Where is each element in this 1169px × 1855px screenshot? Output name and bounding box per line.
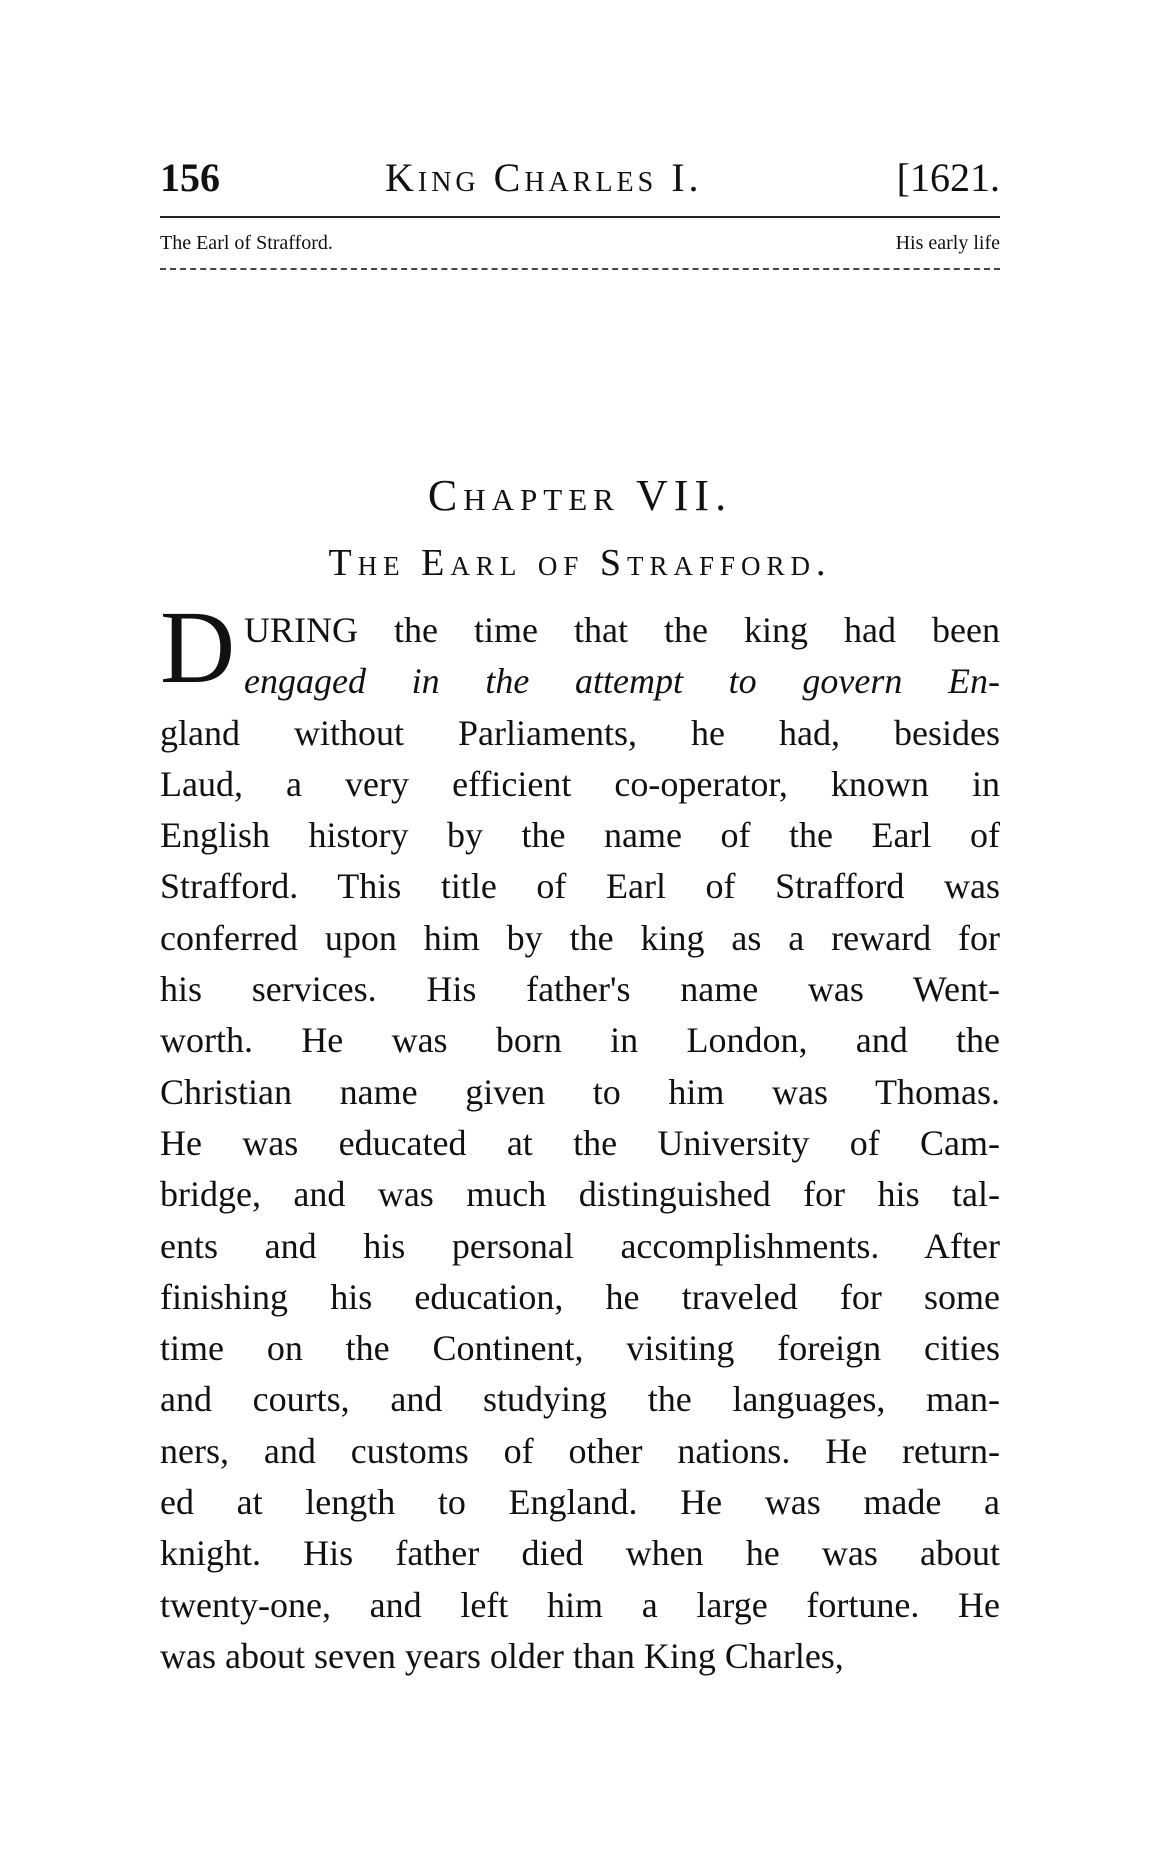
text-line: was about seven years older than King Charles,: [160, 1635, 844, 1676]
running-title: King Charles I.: [385, 155, 703, 200]
page-number: 156: [160, 155, 220, 200]
text-line: knight. His father died when he was about: [160, 1533, 1000, 1574]
text-line: conferred upon him by the king as a reward for: [160, 917, 1000, 958]
top-rule: [160, 216, 1000, 218]
subhead-right: His early life: [895, 232, 1000, 254]
text-line: finishing his education, he traveled for some: [160, 1276, 1000, 1317]
text-line: bridge, and was much distinguished for his tal-: [160, 1174, 1000, 1215]
subhead-left: The Earl of Strafford.: [160, 232, 333, 254]
running-head: [160, 150, 1000, 206]
text-line: URING the time that the king had been: [244, 610, 1000, 650]
text-line: and courts, and studying the languages, man-: [160, 1379, 1000, 1420]
chapter-number: Chapter VII.: [427, 471, 733, 520]
chapter-title: The Earl of Strafford.: [328, 542, 832, 584]
text-line: He was educated at the University of Cam-: [160, 1122, 1000, 1163]
text-line: Laud, a very efficient co-operator, known in: [160, 763, 1000, 804]
running-year: [1621.: [896, 155, 1000, 200]
text-line: twenty-one, and left him a large fortune. He: [160, 1584, 1000, 1625]
text-line: engaged in the attempt to govern En-: [244, 661, 1000, 702]
text-line: Christian name given to him was Thomas.: [160, 1071, 1000, 1112]
text-line: his services. His father's name was Went-: [160, 969, 1000, 1010]
text-line: Strafford. This title of Earl of Strafford was: [160, 866, 1000, 907]
text-line: ed at length to England. He was made a: [160, 1482, 1000, 1523]
text-line: worth. He was born in London, and the: [160, 1020, 1000, 1061]
text-line: ents and his personal accomplishments. After: [160, 1225, 1000, 1266]
drop-cap: D: [160, 590, 236, 705]
text-line: time on the Continent, visiting foreign cities: [160, 1328, 1000, 1369]
text-line: ners, and customs of other nations. He return-: [160, 1430, 1000, 1471]
text-line: gland without Parliaments, he had, besides: [160, 712, 1000, 753]
body-text: [160, 605, 1000, 1682]
subhead: [160, 228, 1000, 258]
bottom-rule: [160, 268, 1000, 270]
text-line: English history by the name of the Earl of: [160, 815, 1000, 856]
